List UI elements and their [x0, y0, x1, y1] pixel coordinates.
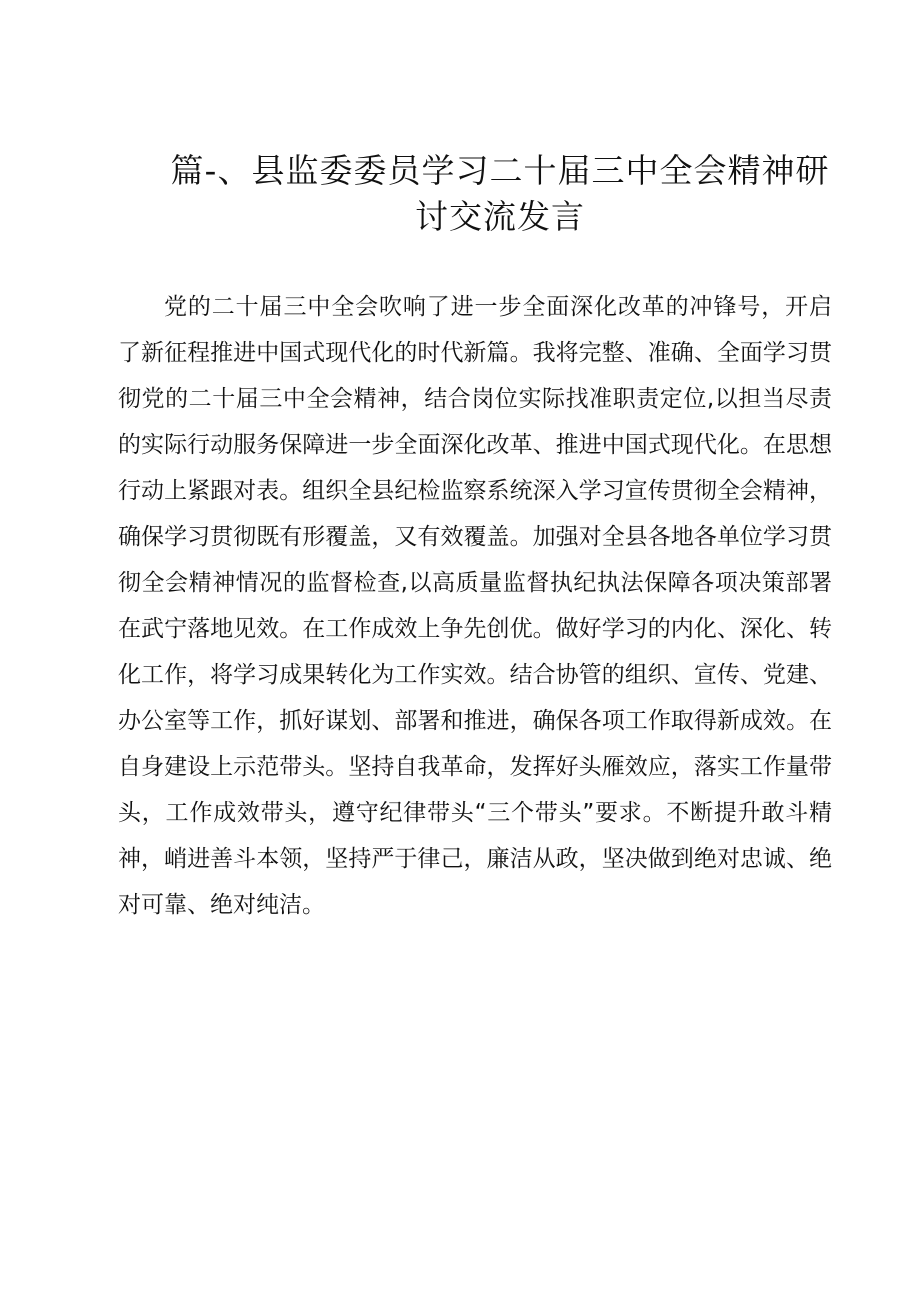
paragraph-line: 党的二十届三中全会吹响了进一步全面深化改革的冲锋号，开启	[164, 294, 832, 320]
paragraph-line: 神，峭进善斗本领，坚持严于律己，廉洁从政，坚决做到绝对忠诚、绝	[118, 846, 832, 872]
paragraph-line: 的实际行动服务保障进一步全面深化改革、推进中国式现代化。在思想	[118, 432, 832, 458]
paragraph-line: 了新征程推进中国式现代化的时代新篇。我将完整、准确、全面学习贯	[118, 340, 832, 366]
paragraph-line: 办公室等工作，抓好谋划、部署和推进，确保各项工作取得新成效。在	[118, 708, 832, 734]
paragraph-line: 彻全会精神情况的监督检查,以高质量监督执纪执法保障各项决策部署	[118, 570, 832, 596]
paragraph-line: 在武宁落地见效。在工作成效上争先创优。做好学习的内化、深化、转	[118, 616, 832, 642]
title-line-2: 讨交流发言	[415, 197, 585, 236]
paragraph-line: 对可靠、绝对纯洁。	[118, 892, 325, 918]
body-paragraph	[118, 284, 832, 928]
paragraph-line: 确保学习贯彻既有形覆盖，又有效覆盖。加强对全县各地各单位学习贯	[118, 524, 832, 550]
paragraph-line: 行动上紧跟对表。组织全县纪检监察系统深入学习宣传贯彻全会精神，	[118, 478, 832, 504]
paragraph-line: 彻党的二十届三中全会精神，结合岗位实际找准职责定位,以担当尽责	[118, 386, 832, 412]
paragraph-line: 头，工作成效带头，遵守纪律带头“三个带头”要求。不断提升敢斗精	[118, 800, 832, 826]
document-title	[120, 148, 880, 240]
paragraph-line: 化工作，将学习成果转化为工作实效。结合协管的组织、宣传、党建、	[118, 662, 832, 688]
title-line-1: 篇-、县监委委员学习二十届三中全会精神研	[170, 151, 830, 190]
paragraph-line: 自身建设上示范带头。坚持自我革命，发挥好头雁效应，落实工作量带	[118, 754, 832, 780]
